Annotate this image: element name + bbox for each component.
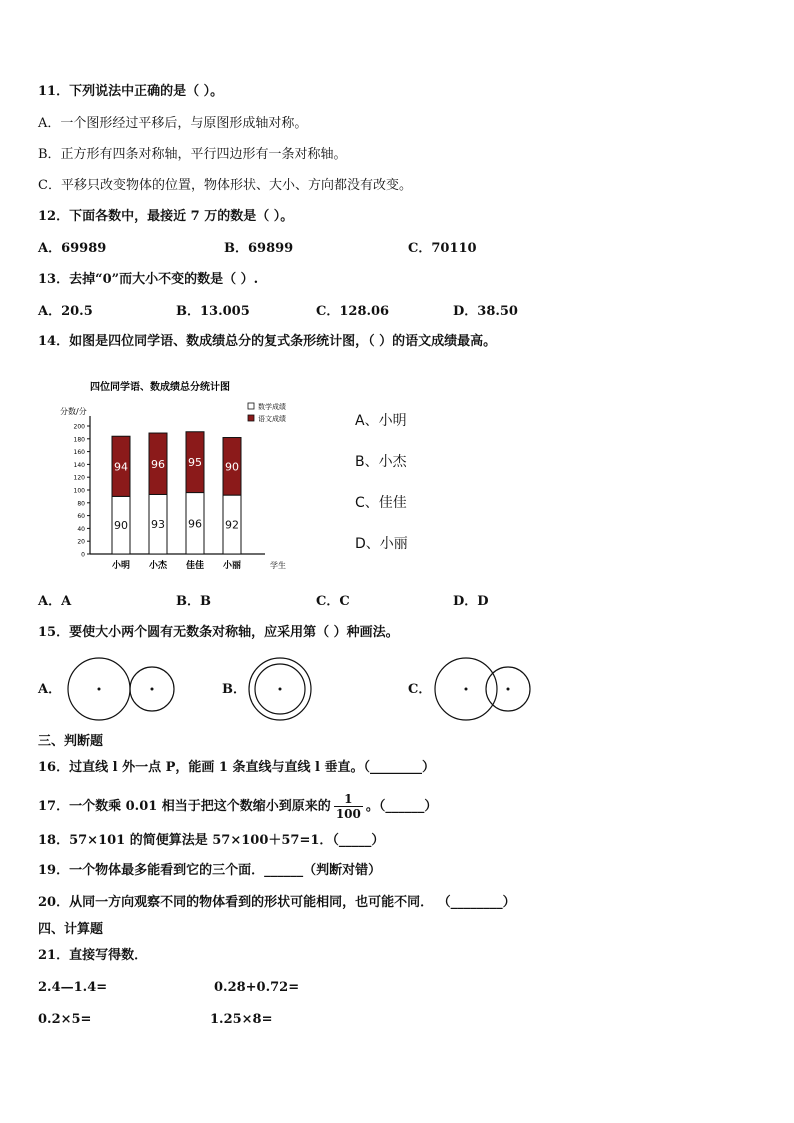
y-tick-label: 160 bbox=[73, 449, 85, 457]
y-tick-label: 200 bbox=[73, 423, 85, 431]
q14-option-d: D．D bbox=[453, 594, 489, 609]
q15-label-b: B． bbox=[222, 682, 246, 697]
bar-value-label: 93 bbox=[151, 518, 165, 532]
y-tick-label: 60 bbox=[77, 513, 85, 521]
q13-option-a: A．20.5 bbox=[38, 304, 93, 319]
q14-choice-d: D、小丽 bbox=[355, 536, 408, 552]
q13-option-d: D．38.50 bbox=[453, 304, 518, 319]
bar-value-label: 96 bbox=[188, 517, 202, 531]
chart-ylabel: 分数/分 bbox=[60, 407, 87, 416]
q11-option-b: B．正方形有四条对称轴，平行四边形有一条对称轴。 bbox=[38, 147, 347, 162]
chart-title: 四位同学语、数成绩总分统计图 bbox=[90, 382, 230, 393]
q13-stem: 13．去掉“0”而大小不变的数是（ ）. bbox=[38, 272, 259, 287]
q15-stem: 15．要使大小两个圆有无数条对称轴，应采用第（ ）种画法。 bbox=[38, 625, 399, 640]
q14-option-c: C．C bbox=[316, 594, 350, 609]
bar-value-label: 94 bbox=[114, 460, 128, 474]
chart-xlabel: 学生 bbox=[270, 561, 286, 570]
y-tick-label: 140 bbox=[73, 461, 85, 469]
y-tick-label: 0 bbox=[81, 551, 85, 559]
bar-value-label: 90 bbox=[225, 460, 239, 474]
q14-stem: 14．如图是四位同学语、数成绩总分的复式条形统计图，（ ）的语文成绩最高。 bbox=[38, 334, 497, 349]
q12-option-a: A．69989 bbox=[38, 241, 107, 256]
section-judge-heading: 三、判断题 bbox=[38, 734, 104, 749]
x-category-label: 小明 bbox=[111, 561, 131, 571]
q12-stem: 12．下面各数中，最接近 7 万的数是（ ）。 bbox=[38, 209, 294, 224]
q21-item: 0.2×5= bbox=[38, 1012, 92, 1027]
q12-option-b: B．69899 bbox=[224, 241, 294, 256]
q11-stem: 11．下列说法中正确的是（ ）。 bbox=[38, 84, 224, 99]
q14-choice-c: C、佳佳 bbox=[355, 495, 407, 511]
q17-blank: 。（______） bbox=[365, 799, 438, 814]
bar-value-label: 95 bbox=[188, 456, 202, 470]
circles-figure-c bbox=[432, 655, 536, 723]
x-category-label: 佳佳 bbox=[185, 561, 205, 571]
q19: 19．一个物体最多能看到它的三个面．______（判断对错） bbox=[38, 863, 382, 878]
q20: 20．从同一方向观察不同的物体看到的形状可能相同，也可能不同． （________） bbox=[38, 895, 516, 910]
bar-value-label: 92 bbox=[225, 518, 239, 532]
y-tick-label: 80 bbox=[77, 500, 85, 508]
q13-option-c: C．128.06 bbox=[316, 304, 390, 319]
q16: 16．过直线 l 外一点 P，能画 1 条直线与直线 l 垂直。（________） bbox=[38, 760, 435, 775]
score-chart bbox=[60, 372, 295, 577]
legend-swatch bbox=[248, 415, 254, 421]
q14-option-a: A．A bbox=[38, 594, 72, 609]
q14-choice-a: A、小明 bbox=[355, 413, 407, 429]
circles-figure-a bbox=[64, 655, 179, 723]
q15-label-a: A． bbox=[38, 682, 62, 697]
q18: 18．57×101 的简便算法是 57×100＋57=1．（_____） bbox=[38, 833, 385, 848]
x-category-label: 小丽 bbox=[222, 561, 242, 571]
q14-option-b: B．B bbox=[176, 594, 211, 609]
q13-option-b: B．13.005 bbox=[176, 304, 250, 319]
fraction-1-100 bbox=[334, 792, 363, 821]
fraction-numerator: 1 bbox=[334, 792, 363, 807]
fraction-denominator: 100 bbox=[335, 807, 361, 821]
q11-option-c: C．平移只改变物体的位置，物体形状、大小、方向都没有改变。 bbox=[38, 178, 412, 193]
q12-option-c: C．70110 bbox=[408, 241, 477, 256]
y-tick-label: 40 bbox=[77, 525, 85, 533]
q21-item: 1.25×8= bbox=[210, 1012, 273, 1027]
bar-value-label: 96 bbox=[151, 457, 165, 471]
q17 bbox=[38, 792, 437, 821]
q21-item: 2.4—1.4= bbox=[38, 980, 108, 995]
y-tick-label: 120 bbox=[73, 474, 85, 482]
y-tick-label: 180 bbox=[73, 436, 85, 444]
x-category-label: 小杰 bbox=[148, 561, 168, 571]
legend-swatch bbox=[248, 403, 254, 409]
y-tick-label: 100 bbox=[73, 487, 85, 495]
y-tick-label: 20 bbox=[77, 538, 85, 546]
q21-stem: 21．直接写得数． bbox=[38, 948, 148, 963]
q17-text: 17．一个数乘 0.01 相当于把这个数缩小到原来的 bbox=[38, 799, 331, 814]
section-calc-heading: 四、计算题 bbox=[38, 922, 104, 937]
q21-item: 0.28+0.72= bbox=[214, 980, 300, 995]
legend-label: 数学成绩 bbox=[258, 403, 286, 411]
q11-option-a: A．一个图形经过平移后，与原图形成轴对称。 bbox=[38, 116, 308, 131]
q15-label-c: C． bbox=[408, 682, 432, 697]
bar-value-label: 90 bbox=[114, 519, 128, 533]
q14-choice-b: B、小杰 bbox=[355, 454, 407, 470]
legend-label: 语文成绩 bbox=[258, 415, 286, 423]
circles-figure-b bbox=[246, 655, 314, 723]
